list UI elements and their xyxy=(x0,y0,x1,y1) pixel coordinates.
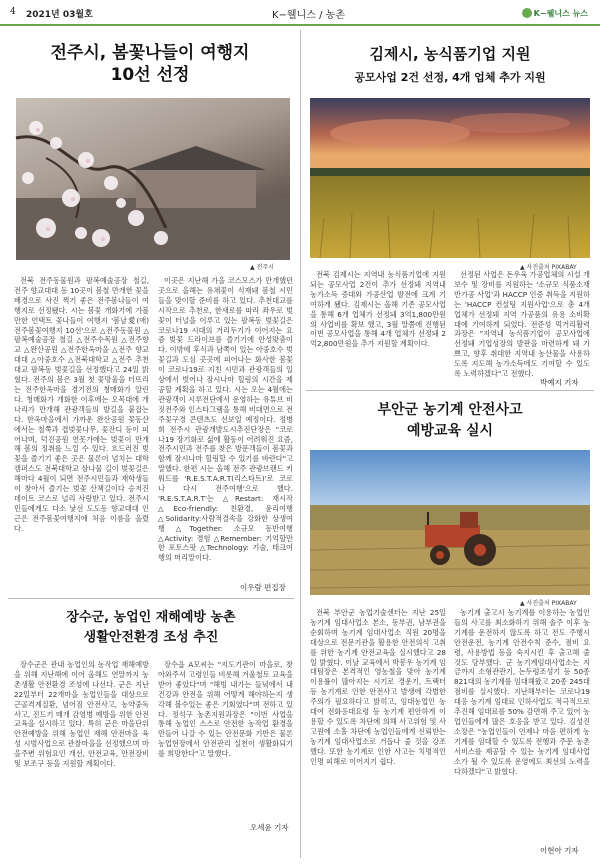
article-divider xyxy=(306,390,594,391)
jeonju-text-col1: 전북 전주동물원과 팔복예술공장 철길, 전주 향교대대 등 10곳이 봄철 만개한 꽃을 배경으로 사진 찍기 좋은 전주봄나들이 여행지로 선정됐다. 시는 봄꽃 개화기에 가볼 만한 언택트 꽃나들이 여행지 '봄날愛(애) 전주봄꽃여행지 10선'으로 △전주동물원 △팔복예술공장 철길 △전주수목원 △전주향교 △완산공원 △전주한옥마을 △전주 향교대대 △아중호수 △전북대학교 △전주 추천대교 팔복동 벚꽃길을 선정했다고 24일 밝혔다. 전주의 봄은 3월 첫 꽃망울을 터뜨리는 전주한옥마을 경기전의 청매화가 알린다. 청매화가 개화한 이후에는 오목대에 개나리가 만개해 관광객들의 발길을 붙잡는다. 한옥마을에서 가까운 완산공원 꽃동산에서는 철쭉과 겹벚꽃나무, 꽃잔디 등이 피어나며, 덕진공원 연못가에는 벚꽃이 만개해 봄의 정취를 느낄 수 있다. 흐드러진 벚꽃을 즐기기 좋은 곳은 물론이 넘치는 대학 캠퍼스도 전북대학교 삼나물 길이 벚꽃길은 해마다 4월이 되면 전주시민들과 재학생들이 찾아서 즐기는 벚꽃 산책길이다 승저진 데이트 코스로 널리 사랑받고 있다. 전주시민들에게도 다소 낯선 도도동 향교대대 인근은 전주봄꽃여행지에 처음 이름을 올렸다. xyxy=(14,276,149,533)
gimje-byline: 박예지 기자 xyxy=(540,378,579,387)
section-title: K−웰니스 / 농촌 xyxy=(272,10,345,21)
buan-photo-caption: ▲ 사진출처 PIXABAY xyxy=(520,600,577,607)
page-number: 4 xyxy=(10,7,16,17)
gimje-headline: 김제시, 농식품기업 지원 xyxy=(369,45,531,63)
gimje-subheadline: 공모사업 2건 선정, 4개 업체 추가 지원 xyxy=(354,71,546,84)
jeonju-blossom-photo xyxy=(16,98,290,260)
leaf-icon xyxy=(522,8,532,18)
jeonju-headline: 전주시, 봄꽃나들이 여행지 10선 선정 xyxy=(50,43,250,85)
jeonju-photo-caption: ▲ 전주시 xyxy=(250,264,274,271)
column-divider xyxy=(300,30,301,858)
jangsu-byline: 오세윤 기자 xyxy=(250,823,289,832)
page-header xyxy=(0,0,600,26)
issue-date: 2021년 03월호 xyxy=(26,10,93,20)
article-divider xyxy=(8,598,294,599)
buan-tractor-photo xyxy=(310,450,590,595)
buan-byline: 이현아 기자 xyxy=(540,846,579,855)
jangsu-headline: 장수군, 농업인 재해예방 농촌 생활안전환경 조성 추진 xyxy=(66,610,236,645)
gimje-photo-caption: ▲ 사진출처 PIXABAY xyxy=(520,264,577,271)
gimje-wheatfield-photo xyxy=(310,98,590,258)
jeonju-byline: 이우람 편집장 xyxy=(240,583,286,592)
buan-headline: 부안군 농기계 안전사고 예방교육 실시 xyxy=(377,402,523,439)
newspaper-logo: K−웰니스 뉴스 xyxy=(522,8,588,19)
jeonju-text-col2: 이곳은 지난해 가을 코스모스가 만개했던 곳으로 올해는 유채꽃이 식재돼 봄철 시민들을 맞이할 준비를 하고 있다. 추천대교를 시작으로 추천로, 한새로를 따라 좌우로 벚꽃이 터널을 이루고 있는 팔복동 벚꽃길은 코로나19 시대의 거리두기가 이어지는 요즘 벚꽃 드라이브를 즐기기에 안성맞춤이다. 이밖에 후식과 남쪽이 있는 아중호수 벚꽃길과 도심 곳곳에 피어나는 화사한 봄꽃이 코로나19로 지친 시민과 관광객들의 일상에서 벗어나 잠시나마 힐링의 시간을 제공할 계획을 하고 있다. 시는 오는 4월에는 관광객이 시루전단에서 운영하는 유튜브 비짓전주와 인스타그램을 통해 비대면으로 전주꽃구경 콘텐츠도 선보일 예정이다. 정병희 전주시 관광개발도시추진단장은 "코로나19 장기화로 삶에 활동이 어려워진 요즘, 전주시민과 전주를 찾은 방문객들이 봄꽃과 함께 잠시나마 힐링할 수 있기를 바란다"고 말했다. 한편 시는 올해 전주 관광브랜드 키워드를 'R.E.S.T.A.R.T(리스타트)'로 코로나 다시 전주여행'으로 했다. 'R.E.S.T.A.R.T'는 △Restart: 재시작 △Eco-friendly: 친환경, 윤리여행 △Solidarity:사람적결속을 강화한 상생여행 △Together: 소규모 동반여행 △Activity: 경험 △Remember: 기억할만한 포토스팟 △Technology: 기술, 테크여행의 머리말이다. xyxy=(158,276,293,563)
gimje-text-col2: 선정된 사업은 돈우육 가공업체의 시설 개보수 및 장비를 지원하는 '소규모 식품소재 반가공 사업'과 HACCP 인증 취득을 지원하는 'HACCP 컨설팅 지원사업'으로 총 4개 업체가 선정돼 지역 가공품의 유용 소비확대에 기여하게 되었다. 전준성 먹거리활력과장은 "지역내 농식품기업이 공모사업에 선정돼 기업성장의 발판을 마련하게 돼 기쁘고, 향후 취대한 지역내 농산물을 사용하도록 지도해 농가소득에도 기여할 수 있도록 노력하겠다"고 전했다. xyxy=(454,270,590,379)
gimje-text-col1: 전북 김제시는 지역내 농식품기업에 지원되는 공모사업 2건이 추가 선정돼 지역내 농가소득 증대와 가공산업 발전에 크게 기여하게 됐다. 김제시는 올해 기존 공모사업을 통해 6개 업체가 선정돼 3억1,800만원의 사업비를 확보 했고, 3월 말쯤에 진행된 이번 공모사업을 통해 4개 업체가 선정돼 2억2,800만원을 추가 지원할 계획이다. xyxy=(310,270,446,349)
buan-text-col1: 전북 부안군 농업기술센터는 지난 25일 농기계 임대사업소 본소, 동부권, 남부권을 순회하며 농기계 임대사업소 직원 20명을 대상으로 전문기관을 활용한 안전의식 고취를 위한 농기계 안전교육을 실시했다고 28일 밝혔다. 이날 교육에서 박봉우 농기계 임대팀장은 본격적인 영농철을 맞아 농기계 이용률이 많아지는 시기로 경운기, 트랙터 등 농기계로 인한 안전사고 발생에 각별한 주의가 필요하다고 밝히고, 임대농업인 농대여 전화응대요령 등 농기계 편안하게 이용할 수 있도록 차단에 의해 사고위험 및 사고원에 소홀 차단에 농업인들에게 신뢰받는 농기계 임대사업소로 거듭나 줄 것을 강조했다. 또한 농기계로 인한 사고는 치명적인 인명 피해로 이어지기 쉽다. xyxy=(310,608,446,766)
buan-text-col2: 농기계 출고시 농기계를 이용하는 농업인들의 사고를 최소화하기 위해 솔주 이후 농기계를 운전하지 않도록 하고 전도 주행시 안전운전, 농기계 안전수칙 준수, 점비 요령, 사용방법 등을 숙지시킨 후 출고해 줄 것도 당부했다. 군 농기계임대사업소는 지금까지 소형관관기, 논두렁조성기 등 50종 821대의 농기계를 임대해왔고 20종 245대 점비를 실시했다. 지난해부터는 코로나19 대응 농기계 임대료 인하사업도 적극적으로 추진해 임대료를 50% 감면해 주고 있어 농업인들에게 많은 호응을 받고 있다. 김성진 소장은 "농업인들이 언제나 마음 편하게 농기계를 임대할 수 있도록 전행과 주문 농촌 서비스를 제공할 수 있는 농기계 임대사업소가 될 수 있도록 운영에도 최선의 노력을 다하겠다"고 밝혔다. xyxy=(454,608,590,776)
jangsu-text-col2: 장수읍 A모씨는 "지도기관이 마을로, 찾아와주셔 고령인들 비롯해 겨울철토 교육을 받아 좋았다"며 "해빙 내가는 들녘에서 내 건강과 안전을 위해 어떻게 해야하는지 생각해 볼수있는 좋은 기회였다"며 전하고 있다. 정석구 농촌지원과장은 "이번 사업을 통해 농업인 스스로 안전한 농작업 환경을 만들어 나갈 수 있는 안전문화 기반은 물론 농업현장에서 안전관리 실천이 생활화되기를 희망한다"고 말했다. xyxy=(158,660,293,759)
jangsu-text-col1: 장수군은 관내 농업인의 농작업 재해예방을 위해 지난해에 이어 올해도 연말까지 농촌생활 안전환경 조성에 나선다. 군은 지난 22일부터 22개마을 농업인들을 대상으로 근골격계질환, 넘어짐 안전사고, 농약중독사고, 진드기 매개 감염병 예방을 위한 안전교육을 실시하고 있다. 특히 군은 마을단위 안전예방을 위해 농업인 재해 안전마을 육성 시범사업으로 관찰마을을 선정했으며 마을주변 위험요인 개선, 안전교육, 안전장비 및 보조구 등을 지원할 계획이다. xyxy=(14,660,149,769)
